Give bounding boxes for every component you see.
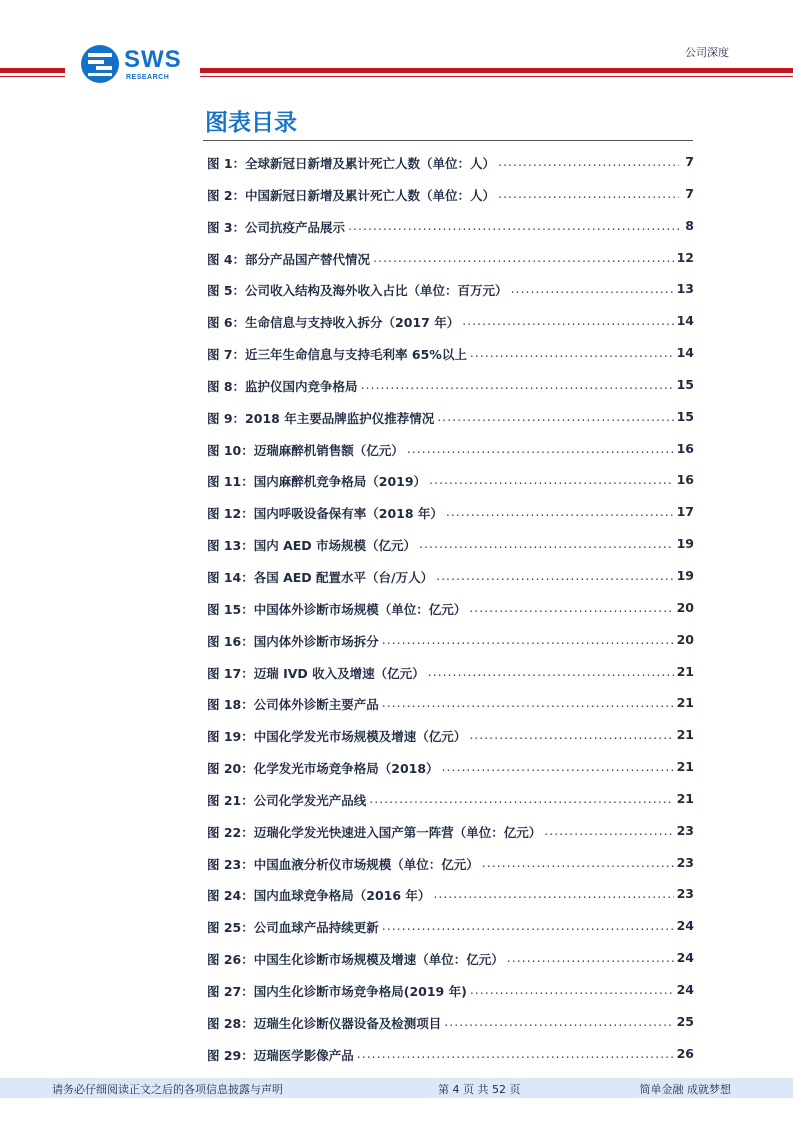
- toc-leader-dots: [462, 313, 673, 328]
- toc-entry-label: 图 20：化学发光市场竞争格局（2018）: [207, 761, 439, 777]
- toc-leader-dots: [470, 982, 674, 997]
- footer-page-number: 第 4 页 共 52 页: [438, 1083, 521, 1096]
- toc-entry-page: 21: [676, 663, 694, 679]
- toc-leader-dots: [446, 504, 674, 519]
- toc-entry-label: 图 12：国内呼吸设备保有率（2018 年）: [207, 506, 443, 522]
- toc-entry[interactable]: [207, 345, 694, 377]
- toc-entry[interactable]: [207, 950, 694, 982]
- toc-leader-dots: [382, 918, 674, 933]
- toc-entry-label: 图 7：近三年生命信息与支持毛利率 65%以上: [207, 347, 467, 363]
- title-divider: [203, 140, 693, 141]
- toc-entry-page: 13: [676, 281, 694, 297]
- toc-entry-label: 图 13：国内 AED 市场规模（亿元）: [207, 538, 417, 554]
- footer-disclaimer: 请务必仔细阅读正文之后的各项信息披露与声明: [52, 1083, 283, 1096]
- toc-entry[interactable]: [207, 536, 694, 568]
- toc-entry-page: 21: [676, 727, 694, 743]
- toc-leader-dots: [419, 536, 674, 551]
- toc-entry-page: 21: [676, 790, 694, 806]
- toc-entry-page: 16: [676, 440, 694, 456]
- toc-entry[interactable]: [207, 1046, 694, 1078]
- toc-entry-label: 图 26：中国生化诊断市场规模及增速（单位：亿元）: [207, 952, 504, 968]
- toc-leader-dots: [407, 441, 674, 456]
- toc-entry-page: 15: [676, 408, 694, 424]
- logo-text: SWS: [124, 46, 182, 73]
- toc-leader-dots: [361, 377, 674, 392]
- toc-leader-dots: [436, 568, 673, 583]
- toc-leader-dots: [348, 218, 679, 233]
- header-rule-right-thin: [200, 76, 793, 77]
- toc-entry[interactable]: [207, 409, 694, 441]
- toc-entry-page: 21: [676, 759, 694, 775]
- toc-entry[interactable]: [207, 186, 694, 218]
- header-rule-right: [200, 68, 793, 73]
- toc-entry[interactable]: [207, 791, 694, 823]
- toc-entry-page: 16: [676, 472, 694, 488]
- report-type-tag: 公司深度: [685, 46, 729, 59]
- toc-entry-label: 图 21：公司化学发光产品线: [207, 792, 367, 808]
- toc-entry[interactable]: [207, 281, 694, 313]
- toc-entry-label: 图 9：2018 年主要品牌监护仪推荐情况: [207, 410, 435, 426]
- toc-leader-dots: [382, 632, 674, 647]
- toc-entry[interactable]: [207, 441, 694, 473]
- toc-entry-page: 23: [676, 886, 694, 902]
- sws-logo: [80, 44, 190, 88]
- toc-entry-label: 图 18：公司体外诊断主要产品: [207, 697, 379, 713]
- toc-entry-page: 21: [676, 695, 694, 711]
- toc-leader-dots: [498, 154, 679, 169]
- toc-entry[interactable]: [207, 600, 694, 632]
- toc-entry[interactable]: [207, 504, 694, 536]
- toc-leader-dots: [369, 791, 673, 806]
- toc-leader-dots: [507, 950, 674, 965]
- logo-subtext: RESEARCH: [126, 74, 170, 81]
- toc-entry-page: 24: [676, 918, 694, 934]
- toc-entry-page: 7: [685, 185, 694, 201]
- sws-logo-icon: [80, 44, 120, 84]
- toc-leader-dots: [469, 600, 673, 615]
- toc-entry-label: 图 27：国内生化诊断市场竞争格局(2019 年): [207, 983, 467, 999]
- toc-entry-page: 23: [676, 822, 694, 838]
- toc-leader-dots: [469, 727, 673, 742]
- toc-entry[interactable]: [207, 568, 694, 600]
- toc-leader-dots: [470, 345, 674, 360]
- toc-entry-label: 图 16：国内体外诊断市场拆分: [207, 633, 379, 649]
- figure-list: [207, 154, 694, 1077]
- toc-entry-page: 25: [676, 1013, 694, 1029]
- toc-entry-page: 24: [676, 981, 694, 997]
- toc-leader-dots: [544, 823, 673, 838]
- toc-leader-dots: [429, 472, 674, 487]
- toc-entry[interactable]: [207, 632, 694, 664]
- toc-entry-label: 图 5：公司收入结构及海外收入占比（单位：百万元）: [207, 283, 508, 299]
- toc-leader-dots: [428, 664, 674, 679]
- toc-entry[interactable]: [207, 1014, 694, 1046]
- toc-entry-page: 14: [676, 345, 694, 361]
- toc-entry-label: 图 29：迈瑞医学影像产品: [207, 1047, 354, 1063]
- toc-entry-label: 图 10：迈瑞麻醉机销售额（亿元）: [207, 442, 404, 458]
- toc-leader-dots: [444, 1014, 673, 1029]
- toc-leader-dots: [357, 1046, 674, 1061]
- toc-entry-label: 图 14：各国 AED 配置水平（台/万人）: [207, 569, 434, 585]
- toc-entry[interactable]: [207, 313, 694, 345]
- toc-entry[interactable]: [207, 855, 694, 887]
- toc-entry-label: 图 3：公司抗疫产品展示: [207, 219, 346, 235]
- toc-entry-label: 图 19：中国化学发光市场规模及增速（亿元）: [207, 729, 467, 745]
- toc-entry-page: 7: [685, 154, 694, 169]
- toc-leader-dots: [433, 886, 673, 901]
- toc-entry-page: 12: [676, 249, 694, 265]
- footer-slogan: 简单金融 成就梦想: [639, 1083, 731, 1096]
- toc-entry-label: 图 17：迈瑞 IVD 收入及增速（亿元）: [207, 665, 425, 681]
- toc-entry[interactable]: [207, 886, 694, 918]
- toc-entry[interactable]: [207, 823, 694, 855]
- toc-entry-label: 图 25：公司血球产品持续更新: [207, 920, 379, 936]
- toc-entry-page: 20: [676, 599, 694, 615]
- toc-entry[interactable]: [207, 154, 694, 186]
- toc-entry-label: 图 11：国内麻醉机竞争格局（2019）: [207, 474, 427, 490]
- toc-leader-dots: [442, 759, 674, 774]
- toc-entry-page: 19: [676, 567, 694, 583]
- toc-entry-label: 图 8：监护仪国内竞争格局: [207, 378, 358, 394]
- toc-entry[interactable]: [207, 664, 694, 696]
- toc-entry[interactable]: [207, 377, 694, 409]
- toc-leader-dots: [382, 695, 674, 710]
- toc-entry-page: 14: [676, 313, 694, 329]
- toc-entry-label: 图 2：中国新冠日新增及累计死亡人数（单位：人）: [207, 187, 496, 203]
- toc-entry-label: 图 28：迈瑞生化诊断仪器设备及检测项目: [207, 1015, 442, 1031]
- toc-entry-label: 图 6：生命信息与支持收入拆分（2017 年）: [207, 315, 460, 331]
- toc-entry-page: 26: [676, 1045, 694, 1061]
- toc-entry[interactable]: [207, 695, 694, 727]
- toc-entry[interactable]: [207, 250, 694, 282]
- toc-entry[interactable]: [207, 982, 694, 1014]
- toc-entry-page: 15: [676, 376, 694, 392]
- toc-entry-label: 图 15：中国体外诊断市场规模（单位：亿元）: [207, 601, 467, 617]
- toc-leader-dots: [437, 409, 673, 424]
- page-title: 图表目录: [205, 110, 297, 136]
- toc-entry[interactable]: [207, 759, 694, 791]
- toc-entry-label: 图 1：全球新冠日新增及累计死亡人数（单位：人）: [207, 156, 496, 171]
- toc-entry-page: 20: [676, 631, 694, 647]
- page-footer: [0, 1078, 793, 1098]
- toc-entry[interactable]: [207, 218, 694, 250]
- toc-entry-label: 图 22：迈瑞化学发光快速进入国产第一阵营（单位：亿元）: [207, 824, 542, 840]
- toc-leader-dots: [482, 855, 674, 870]
- toc-entry-page: 24: [676, 950, 694, 966]
- toc-entry[interactable]: [207, 727, 694, 759]
- toc-entry-page: 19: [676, 536, 694, 552]
- toc-entry[interactable]: [207, 472, 694, 504]
- toc-entry-page: 23: [676, 854, 694, 870]
- toc-entry-label: 图 4：部分产品国产替代情况: [207, 251, 371, 267]
- toc-entry-page: 8: [685, 217, 694, 233]
- toc-leader-dots: [498, 186, 679, 201]
- header-rule-left-thin: [0, 76, 65, 77]
- toc-entry-label: 图 24：国内血球竞争格局（2016 年）: [207, 888, 431, 904]
- toc-leader-dots: [511, 281, 674, 296]
- header-rule-left: [0, 68, 65, 73]
- toc-entry-page: 17: [676, 504, 694, 520]
- toc-leader-dots: [373, 250, 674, 265]
- toc-entry[interactable]: [207, 918, 694, 950]
- toc-entry-label: 图 23：中国血液分析仪市场规模（单位：亿元）: [207, 856, 479, 872]
